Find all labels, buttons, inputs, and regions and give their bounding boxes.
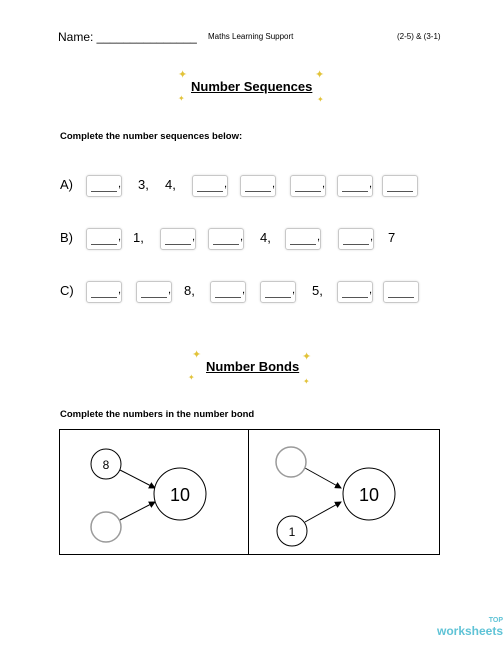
sequence-instruction: Complete the number sequences below:	[60, 131, 243, 142]
bond-part-bottom-blank[interactable]	[91, 512, 121, 542]
section-title-bonds: Number Bonds	[206, 359, 300, 374]
sparkle-icon: ✦	[178, 69, 188, 81]
sparkle-icon: ✦	[192, 349, 202, 361]
section-title-sequences: Number Sequences	[191, 79, 313, 94]
bond-whole-value: 10	[358, 485, 380, 505]
answer-blank[interactable]	[86, 228, 122, 250]
sequence-number: 7	[388, 230, 396, 245]
sparkle-icon: ✦	[302, 351, 312, 363]
sequence-number: 5,	[312, 283, 323, 298]
answer-blank[interactable]	[290, 175, 326, 197]
answer-blank[interactable]	[86, 281, 122, 303]
answer-blank[interactable]	[337, 281, 373, 303]
sequence-number: 3,	[138, 177, 149, 192]
answer-blank[interactable]	[210, 281, 246, 303]
answer-blank[interactable]	[160, 228, 196, 250]
bond-part-top-value: 8	[102, 458, 110, 472]
bond-part-top-blank[interactable]	[276, 447, 306, 477]
answer-blank[interactable]	[208, 228, 244, 250]
name-field-label: Name: _______________	[58, 30, 197, 44]
sparkle-icon: ✦	[188, 373, 195, 382]
sequence-number: 8,	[184, 283, 195, 298]
sequence-row-a: A) , 3, 4, , , , ,	[60, 175, 440, 197]
bond-diagrams	[60, 430, 439, 554]
answer-blank[interactable]	[260, 281, 296, 303]
sequence-number: 4,	[165, 177, 176, 192]
sparkle-icon: ✦	[303, 377, 310, 386]
answer-blank[interactable]	[86, 175, 122, 197]
answer-blank[interactable]	[192, 175, 228, 197]
answer-blank[interactable]	[240, 175, 276, 197]
sequence-row-b: B) , 1, , , 4, , , 7	[60, 228, 440, 250]
sparkle-icon: ✦	[315, 69, 325, 81]
answer-blank[interactable]	[383, 281, 419, 303]
sparkle-icon: ✦	[317, 95, 324, 104]
brand-top: TOP	[488, 617, 503, 624]
bond-part-bottom-value: 1	[288, 525, 296, 539]
answer-blank[interactable]	[285, 228, 321, 250]
number-bond-1	[91, 449, 206, 542]
row-label: A)	[60, 177, 73, 192]
answer-blank[interactable]	[337, 175, 373, 197]
number-bond-2	[276, 447, 395, 546]
sequence-row-c: C) , , 8, , , 5, ,	[60, 281, 440, 303]
sequence-number: 1,	[133, 230, 144, 245]
sparkle-icon: ✦	[178, 94, 185, 103]
brand-logo	[437, 616, 503, 636]
answer-blank[interactable]	[382, 175, 418, 197]
header-subject: Maths Learning Support	[208, 32, 294, 41]
header-code: (2-5) & (3-1)	[397, 32, 441, 41]
bond-instruction: Complete the numbers in the number bond	[60, 409, 255, 420]
bond-whole-value: 10	[169, 485, 191, 505]
sequence-number: 4,	[260, 230, 271, 245]
number-bond-box	[59, 429, 440, 555]
answer-blank[interactable]	[338, 228, 374, 250]
brand-bottom: worksheets	[437, 624, 503, 638]
answer-blank[interactable]	[136, 281, 172, 303]
row-label: C)	[60, 283, 74, 298]
row-label: B)	[60, 230, 73, 245]
